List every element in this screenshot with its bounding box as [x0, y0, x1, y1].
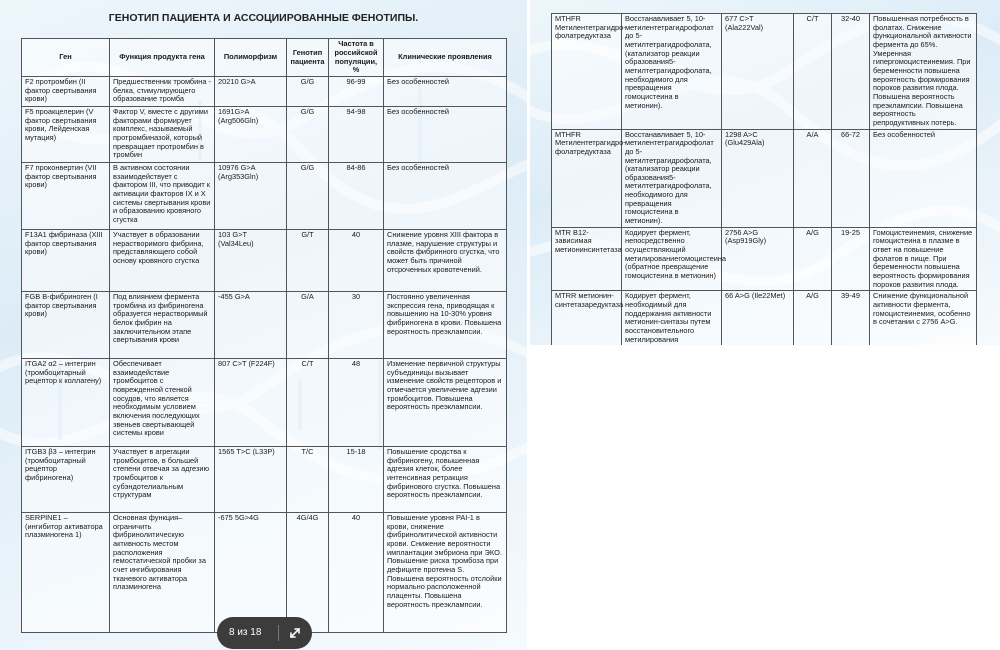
cell-gene: SERPINE1 – (ингибитор активатора плазминогена 1) [22, 513, 110, 633]
cell-polymorphism: 103 G>T (Val34Leu) [215, 230, 287, 292]
document-page-right [530, 0, 1000, 345]
cell-function: Участвует в образовании нерастворимого фибрина, представляющего собой основу кровяного сгустка [110, 230, 215, 292]
cell-polymorphism: 677 C>T (Ala222Val) [722, 14, 794, 130]
cell-function: Кодирует фермент, непосредственно осуществляющий метилированиегомоцистеина (обратное превращение гомоцистеина в метионин) [622, 227, 722, 291]
cell-gene: ITGB3 β3 – интегрин (тромбоцитарный рецептор фибриногена) [22, 447, 110, 513]
table-row [22, 513, 507, 633]
cell-gene: MTHFR Метилентетрагидро-фолатредуктаза [552, 14, 622, 130]
cell-clinical: Изменение первичной структуры субъединицы вызывает изменение свойств рецепторов и отмечается увеличение адгезии тромбоцитов. Повышена вероятность преэклампсии. [384, 359, 507, 447]
cell-frequency: 66-72 [832, 129, 870, 227]
cell-function: Восстанавливает 5, 10-метилентетрагидрофолат до 5-метилтетрагидрофолата, (катализатор реакции образования5-метилтетрагидрофолата, необходимого для превращения гомоцистеина в метионин). [622, 14, 722, 130]
cell-clinical: Гомоцистеинемия, снижение гомоцистеина в плазме в ответ на повышение фолатов в пище. При беременности повышена вероятность формирования пороков развития плода. [870, 227, 977, 291]
cell-function: Фактор V, вместе с другими факторами формирует комплекс, называемый протромбиназой, который превращает протромбин в тромбин [110, 107, 215, 163]
cell-frequency: 19-25 [832, 227, 870, 291]
cell-clinical: Без особенностей [384, 163, 507, 230]
cell-polymorphism: 1691G>A (Arg506Gln) [215, 107, 287, 163]
cell-frequency: 96-99 [329, 77, 384, 107]
cell-gene: F5 проакцелерин (V фактор свертывания крови, Лейденская мутация) [22, 107, 110, 163]
column-header-clinical: Клинические проявления [384, 39, 507, 77]
column-header-gene: Ген [22, 39, 110, 77]
cell-polymorphism: 2756 A>G (Asp919Gly) [722, 227, 794, 291]
cell-frequency: 39-49 [832, 291, 870, 345]
cell-clinical: Постоянно увеличенная экспрессия гена, приводящая к повышению на 10-30% уровня фибриногена в крови. Повышена вероятность преэклампсии. [384, 292, 507, 359]
cell-frequency: 84-86 [329, 163, 384, 230]
genotype-table [21, 38, 507, 633]
table-row [552, 291, 977, 345]
cell-clinical: Повышение сродства к фибриногену, повышенная адгезия клеток, более интенсивная ретракция фибринового сгустка. Повышена вероятность преэклампсии. [384, 447, 507, 513]
page-counter: 8 из 18 [229, 627, 262, 638]
cell-function: Под влиянием фермента тромбина из фибриногена образуется нерастворимый белок фибрин на заключительном этапе свертывания крови [110, 292, 215, 359]
cell-gene: F2 протромбин (II фактор свертывания крови) [22, 77, 110, 107]
cell-genotype: C/T [287, 359, 329, 447]
cell-polymorphism: -455 G>A [215, 292, 287, 359]
column-header-frequency: Частота в российской популяции, % [329, 39, 384, 77]
cell-frequency: 40 [329, 230, 384, 292]
cell-clinical: Повышение уровня PAI-1 в крови, снижение фибринолитической активности крови. Снижение вероятности имплантации эмбриона при ЭКО. Повышение риска тромбоза при дефиците протеина S. Повышена вероятность отслойки нормально расположенной плаценты. Повышена вероятность преэклампсии. [384, 513, 507, 633]
cell-genotype: G/T [287, 230, 329, 292]
cell-frequency: 15-18 [329, 447, 384, 513]
table-row [552, 14, 977, 130]
table-row [22, 230, 507, 292]
table-row [552, 129, 977, 227]
column-header-polymorphism: Полиморфизм [215, 39, 287, 77]
pager-divider [278, 625, 279, 641]
cell-gene: ITGA2 α2 – интегрин (тромбоцитарный рецептор к коллагену) [22, 359, 110, 447]
cell-function: Кодирует фермент, необходимый для поддержания активности метионин-синтазы путем восстановительного метилирования [622, 291, 722, 345]
cell-genotype: A/A [794, 129, 832, 227]
table-row [22, 292, 507, 359]
expand-icon[interactable] [287, 625, 303, 641]
table-row [552, 227, 977, 291]
column-header-function: Функция продукта гена [110, 39, 215, 77]
cell-function: Обеспечивает взаимодействие тромбоцитов с поврежденной стенкой сосудов, что является необходимым условием включения последующих звеньев свертывающей системы крови [110, 359, 215, 447]
cell-gene: MTRR метионин-синтетазаредуктаза [552, 291, 622, 345]
cell-genotype: G/A [287, 292, 329, 359]
table-row [22, 107, 507, 163]
cell-frequency: 94-98 [329, 107, 384, 163]
cell-polymorphism: 807 C>T (F224F) [215, 359, 287, 447]
page-navigator [217, 617, 312, 649]
cell-clinical: Без особенностей [384, 77, 507, 107]
cell-genotype: A/G [794, 227, 832, 291]
table-row [22, 77, 507, 107]
cell-gene: MTR B12-зависимая метионинсинтетаза [552, 227, 622, 291]
cell-frequency: 40 [329, 513, 384, 633]
cell-genotype: G/G [287, 77, 329, 107]
cell-polymorphism: 66 A>G (Ile22Met) [722, 291, 794, 345]
cell-clinical: Повышенная потребность в фолатах. Снижение функциональной активности фермента до 65%. Умеренная гипергомоцистеинемия. При беременности повышена вероятность формирования пороков развития плода. Повышена вероятность преэклампсии. Повышена вероятность репродуктивных потерь. [870, 14, 977, 130]
cell-function: В активном состоянии взаимодействует с фактором III, что приводит к активации факторов IX и X системы свертывания крови и образованию кровяного сгустка [110, 163, 215, 230]
cell-frequency: 48 [329, 359, 384, 447]
cell-genotype: 4G/4G [287, 513, 329, 633]
cell-polymorphism: 1565 T>C (L33P) [215, 447, 287, 513]
cell-genotype: G/G [287, 107, 329, 163]
cell-function: Предшественник тромбина - белка, стимулирующего образование тромба [110, 77, 215, 107]
cell-function: Основная функция– ограничить фибринолитическую активность местом расположения гемостатической пробки за счет ингибирования тканевого активатора плазминогена [110, 513, 215, 633]
cell-clinical: Без особенностей [384, 107, 507, 163]
table-header-row [22, 39, 507, 77]
table-row [22, 447, 507, 513]
cell-polymorphism: -675 5G>4G [215, 513, 287, 633]
column-header-genotype: Генотип пациента [287, 39, 329, 77]
cell-clinical: Без особенностей [870, 129, 977, 227]
cell-polymorphism: 10976 G>A (Arg353Gln) [215, 163, 287, 230]
genotype-table-continued [551, 13, 977, 345]
table-row [22, 359, 507, 447]
table-row [22, 163, 507, 230]
cell-genotype: A/G [794, 291, 832, 345]
cell-gene: F7 проконвертин (VII фактор свертывания крови) [22, 163, 110, 230]
cell-genotype: C/T [794, 14, 832, 130]
cell-frequency: 32-40 [832, 14, 870, 130]
document-title: ГЕНОТИП ПАЦИЕНТА И АССОЦИИРОВАННЫЕ ФЕНОТИПЫ. [108, 12, 419, 24]
cell-polymorphism: 1298 A>C (Glu429Ala) [722, 129, 794, 227]
cell-gene: MTHFR Метилентетрагидро-фолатредуктаза [552, 129, 622, 227]
cell-genotype: T/C [287, 447, 329, 513]
cell-function: Восстанавливает 5, 10-метилентетрагидрофолат до 5-метилтетрагидрофолата, (катализатор реакции образования5-метилтетрагидрофолата, необходимого для превращения гомоцистеина в метионин). [622, 129, 722, 227]
cell-gene: F13A1 фибриназа (XIII фактор свертывания крови) [22, 230, 110, 292]
cell-clinical: Снижение уровня XIII фактора в плазме, нарушение структуры и свойств фибринного сгустка, что может быть причиной отсроченных кровотечений. [384, 230, 507, 292]
cell-clinical: Снижение функциональной активности фермента, гомоцистеинемия, особенно в сочетании с 2756 A>G. [870, 291, 977, 345]
cell-frequency: 30 [329, 292, 384, 359]
cell-gene: FGB B-фибриноген (I фактор свертывания крови) [22, 292, 110, 359]
cell-genotype: G/G [287, 163, 329, 230]
cell-polymorphism: 20210 G>A [215, 77, 287, 107]
cell-function: Участвует в агрегации тромбоцитов, в большей степени отвечая за адгезию тромбоцитов к субэндотелиальным структурам [110, 447, 215, 513]
